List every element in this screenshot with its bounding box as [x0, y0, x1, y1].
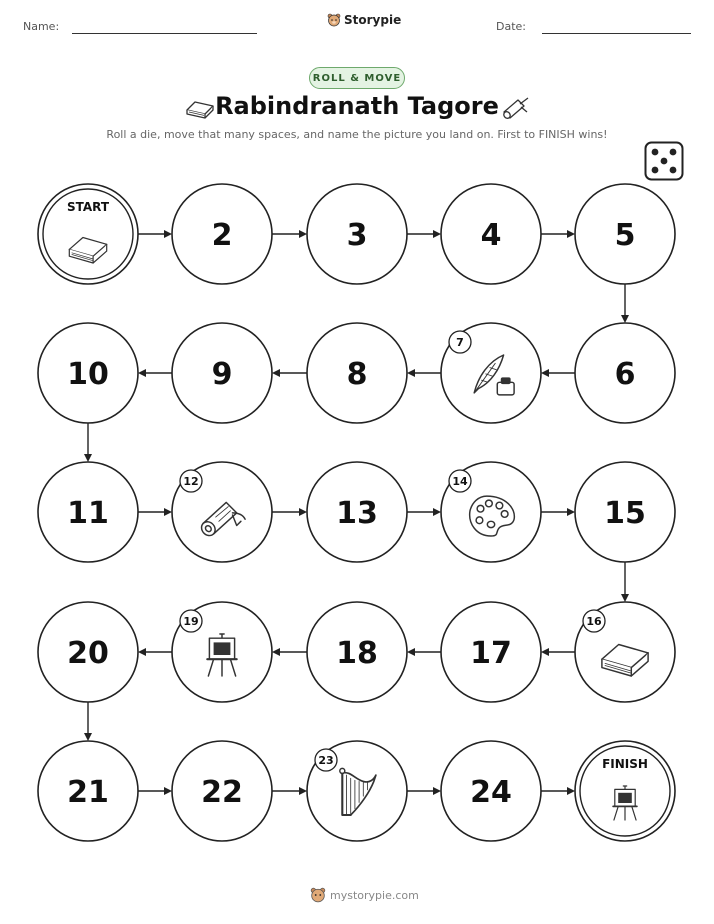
brand-name: Storypie [344, 13, 402, 27]
connector-arrow [407, 648, 441, 656]
space-number: 2 [211, 218, 233, 253]
space-number: 16 [586, 615, 602, 628]
board-space[interactable] [38, 462, 138, 562]
connector-arrow [138, 787, 172, 795]
space-number: 3 [346, 218, 368, 253]
board-space[interactable] [172, 184, 272, 284]
space-number: 11 [67, 496, 109, 531]
connector-arrow [272, 787, 307, 795]
board-space[interactable] [441, 602, 541, 702]
connector-arrow [621, 562, 629, 602]
start-space[interactable] [38, 184, 138, 284]
board-space[interactable] [172, 741, 272, 841]
connector-arrow [621, 284, 629, 323]
board-space[interactable] [307, 602, 407, 702]
connector-arrow [138, 648, 172, 656]
connector-arrow [84, 423, 92, 462]
board-space[interactable] [441, 184, 541, 284]
roll-move-badge: ROLL & MOVE [309, 67, 405, 89]
instructions: Roll a die, move that many spaces, and name the picture you land on. First to FINISH wins! [106, 128, 608, 141]
bear-icon [310, 887, 326, 903]
board-space[interactable] [38, 602, 138, 702]
space-number: 18 [336, 636, 378, 671]
connector-arrow [272, 648, 307, 656]
board-space[interactable] [575, 462, 675, 562]
board-space[interactable] [441, 323, 541, 423]
board-space[interactable] [307, 323, 407, 423]
space-number: 8 [346, 357, 368, 392]
connector-arrow [138, 369, 172, 377]
board-space[interactable] [307, 462, 407, 562]
space-number: 21 [67, 775, 109, 810]
board-space[interactable] [307, 184, 407, 284]
space-number: 14 [452, 475, 468, 488]
space-number: 15 [604, 496, 646, 531]
connector-arrow [407, 369, 441, 377]
board-space[interactable] [307, 741, 407, 841]
space-number: 19 [183, 615, 199, 628]
space-number: 12 [183, 475, 199, 488]
board-space[interactable] [441, 741, 541, 841]
space-number: 6 [614, 357, 636, 392]
footer [310, 887, 419, 903]
connector-arrow [541, 648, 575, 656]
name-label: Name: [23, 20, 60, 33]
space-number: 10 [67, 357, 109, 392]
connector-arrow [541, 369, 575, 377]
connector-arrow [138, 230, 172, 238]
connector-arrow [541, 508, 575, 516]
connector-arrow [272, 508, 307, 516]
space-number: 22 [201, 775, 243, 810]
board-space[interactable] [172, 323, 272, 423]
finish-space[interactable] [575, 741, 675, 841]
board-space[interactable] [441, 462, 541, 562]
space-number: 7 [456, 336, 464, 349]
connector-arrow [407, 508, 441, 516]
board-space[interactable] [575, 602, 675, 702]
space-number: 24 [470, 775, 512, 810]
space-label: FINISH [602, 757, 648, 771]
connector-arrow [407, 787, 441, 795]
board-space[interactable] [38, 323, 138, 423]
connector-arrow [541, 230, 575, 238]
space-number: 5 [614, 218, 636, 253]
space-number: 17 [470, 636, 512, 671]
connector-arrow [272, 369, 307, 377]
space-number: 13 [336, 496, 378, 531]
footer-url: mystorypie.com [330, 888, 419, 902]
connector-arrow [84, 702, 92, 741]
space-number: 20 [67, 636, 109, 671]
board-space[interactable] [172, 462, 272, 562]
space-label: START [66, 200, 110, 214]
page-title: Rabindranath Tagore [215, 92, 499, 120]
board-space[interactable] [575, 323, 675, 423]
board-space[interactable] [38, 741, 138, 841]
board-space[interactable] [575, 184, 675, 284]
connector-arrow [407, 230, 441, 238]
date-label: Date: [496, 20, 526, 33]
board-space[interactable] [172, 602, 272, 702]
connector-arrow [272, 230, 307, 238]
space-number: 23 [318, 754, 334, 767]
space-number: 4 [480, 218, 502, 253]
space-number: 9 [211, 357, 233, 392]
connector-arrow [541, 787, 575, 795]
connector-arrow [138, 508, 172, 516]
